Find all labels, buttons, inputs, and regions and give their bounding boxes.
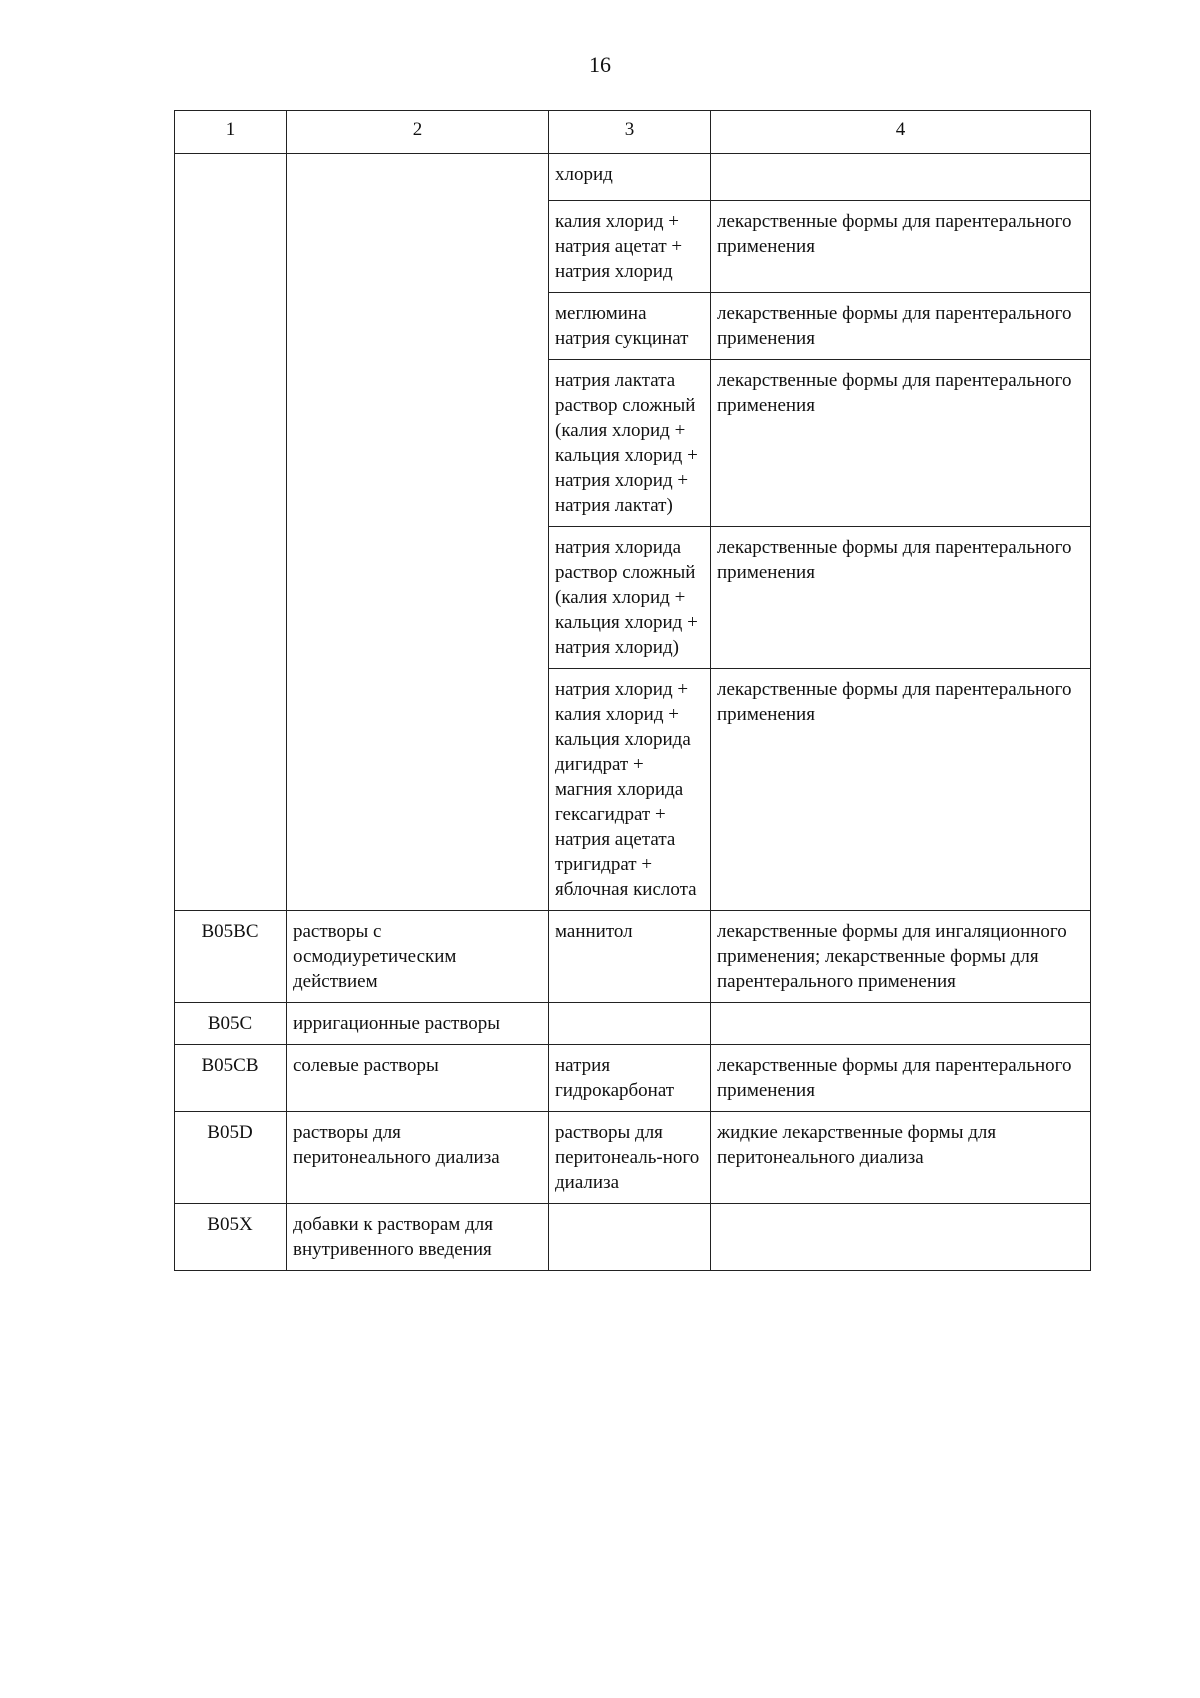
- forms-cell: лекарственные формы для парентерального применения: [711, 360, 1091, 527]
- forms-cell: [711, 154, 1091, 201]
- table-row: [175, 1112, 1091, 1204]
- header-col-1: 1: [175, 111, 287, 154]
- forms-cell: лекарственные формы для парентерального применения: [711, 1045, 1091, 1112]
- atc-code-cell: B05X: [175, 1204, 287, 1271]
- forms-cell: лекарственные формы для парентерального применения: [711, 293, 1091, 360]
- drug-table: [174, 110, 1091, 1271]
- atc-code-cell: B05BC: [175, 911, 287, 1003]
- group-cell: добавки к растворам для внутривенного введения: [287, 1204, 549, 1271]
- header-row: [175, 111, 1091, 154]
- forms-cell: лекарственные формы для парентерального применения: [711, 669, 1091, 911]
- group-cell: растворы для перитонеального диализа: [287, 1112, 549, 1204]
- forms-cell: [711, 1003, 1091, 1045]
- substance-cell: растворы для перитонеаль-ного диализа: [549, 1112, 711, 1204]
- substance-cell: хлорид: [549, 154, 711, 201]
- table-row: [175, 154, 1091, 201]
- table-row: [175, 1003, 1091, 1045]
- substance-cell: натрия хлорида раствор сложный (калия хлорид + кальция хлорид + натрия хлорид): [549, 527, 711, 669]
- substance-cell: [549, 1204, 711, 1271]
- header-col-3: 3: [549, 111, 711, 154]
- header-col-2: 2: [287, 111, 549, 154]
- forms-cell: лекарственные формы для парентерального применения: [711, 527, 1091, 669]
- substance-cell: маннитол: [549, 911, 711, 1003]
- substance-cell: натрия гидрокарбонат: [549, 1045, 711, 1112]
- substance-cell: натрия хлорид + калия хлорид + кальция хлорида дигидрат + магния хлорида гексагидрат + натрия ацетата тригидрат + яблочная кислота: [549, 669, 711, 911]
- atc-code-cell: B05D: [175, 1112, 287, 1204]
- empty-group-cell: [287, 154, 549, 911]
- atc-code-cell: B05C: [175, 1003, 287, 1045]
- table-row: [175, 911, 1091, 1003]
- forms-cell: лекарственные формы для ингаляционного применения; лекарственные формы для парентерального применения: [711, 911, 1091, 1003]
- header-col-4: 4: [711, 111, 1091, 154]
- substance-cell: калия хлорид + натрия ацетат + натрия хлорид: [549, 201, 711, 293]
- forms-cell: лекарственные формы для парентерального применения: [711, 201, 1091, 293]
- empty-code-cell: [175, 154, 287, 911]
- substance-cell: натрия лактата раствор сложный (калия хлорид + кальция хлорид + натрия хлорид + натрия лактат): [549, 360, 711, 527]
- group-cell: ирригационные растворы: [287, 1003, 549, 1045]
- substance-cell: [549, 1003, 711, 1045]
- substance-cell: меглюмина натрия сукцинат: [549, 293, 711, 360]
- page-number: 16: [589, 52, 611, 77]
- atc-code-cell: B05CB: [175, 1045, 287, 1112]
- group-cell: растворы с осмодиуретическим действием: [287, 911, 549, 1003]
- table-row: [175, 1204, 1091, 1271]
- table-row: [175, 1045, 1091, 1112]
- forms-cell: жидкие лекарственные формы для перитонеального диализа: [711, 1112, 1091, 1204]
- forms-cell: [711, 1204, 1091, 1271]
- group-cell: солевые растворы: [287, 1045, 549, 1112]
